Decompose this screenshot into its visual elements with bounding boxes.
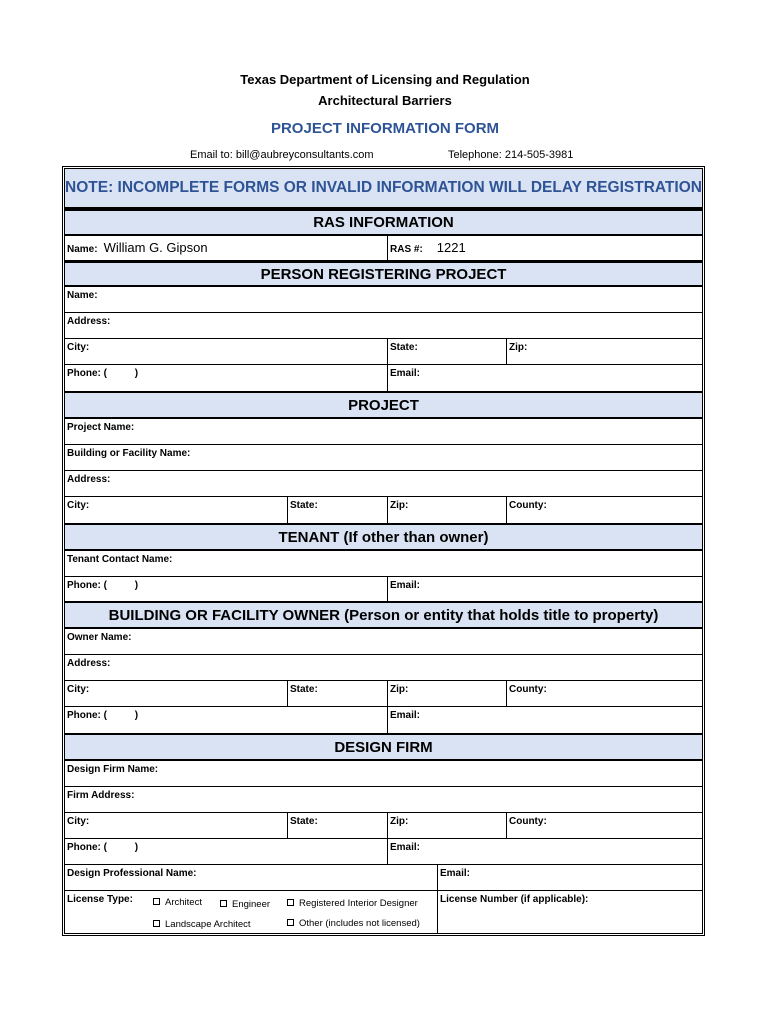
firm-address-field[interactable]: Firm Address: <box>67 790 135 801</box>
firm-phone-field[interactable]: Phone: ( ) <box>67 842 139 853</box>
department-name: Architectural Barriers <box>318 93 452 108</box>
registrant-city-row <box>65 339 702 365</box>
facility-name-field[interactable]: Building or Facility Name: <box>67 448 191 459</box>
owner-city-field[interactable]: City: <box>67 684 90 695</box>
tenant-email-field[interactable]: Email: <box>387 577 702 601</box>
license-number-field[interactable]: License Number (if applicable): <box>437 891 702 933</box>
ras-name-value: William G. Gipson <box>103 240 208 255</box>
registrant-address-row <box>65 313 702 339</box>
firm-city-row <box>65 813 702 839</box>
project-city-field[interactable]: City: <box>67 500 90 511</box>
registrant-name-field[interactable]: Name: <box>67 290 98 301</box>
registrant-zip-field[interactable]: Zip: <box>506 339 702 364</box>
ras-name-field[interactable] <box>65 236 387 260</box>
owner-phone-row <box>65 707 702 733</box>
checkbox-icon <box>287 919 294 926</box>
tenant-phone-field[interactable]: Phone: ( ) <box>67 580 139 591</box>
license-option-landscape-architect[interactable] <box>153 919 251 930</box>
owner-county-field[interactable]: County: <box>506 681 702 706</box>
design-professional-field[interactable]: Design Professional Name: <box>67 868 197 879</box>
project-zip-field[interactable]: Zip: <box>387 497 506 523</box>
ras-number-label: RAS #: <box>390 244 423 255</box>
firm-phone-row <box>65 839 702 865</box>
owner-phone-field[interactable]: Phone: ( ) <box>67 710 139 721</box>
owner-state-field[interactable]: State: <box>287 681 387 706</box>
form-title: PROJECT INFORMATION FORM <box>270 120 500 137</box>
license-option-engineer[interactable] <box>220 899 270 910</box>
project-address-field[interactable]: Address: <box>67 474 111 485</box>
checkbox-icon <box>220 900 227 907</box>
facility-name-row <box>65 445 702 471</box>
registrant-name-row <box>65 287 702 313</box>
registrant-address-field[interactable]: Address: <box>67 316 111 327</box>
section-owner: BUILDING OR FACILITY OWNER (Person or entity that holds title to property) <box>65 601 702 629</box>
checkbox-icon <box>153 898 160 905</box>
project-state-field[interactable]: State: <box>287 497 387 523</box>
registrant-state-field[interactable]: State: <box>387 339 506 364</box>
firm-name-row <box>65 761 702 787</box>
license-row <box>65 891 702 933</box>
project-name-field[interactable]: Project Name: <box>67 422 135 433</box>
tenant-phone-row <box>65 577 702 601</box>
license-option-label: Landscape Architect <box>165 919 251 930</box>
design-professional-row <box>65 865 702 891</box>
ras-name-label: Name: <box>67 244 98 255</box>
license-option-label: Other (includes not licensed) <box>299 918 420 929</box>
firm-county-field[interactable]: County: <box>506 813 702 838</box>
owner-name-field[interactable]: Owner Name: <box>67 632 132 643</box>
license-option-registered-interior-designer[interactable] <box>287 898 418 909</box>
tenant-contact-row <box>65 551 702 577</box>
owner-name-row <box>65 629 702 655</box>
ras-number-value: 1221 <box>436 240 466 255</box>
email-contact: Email to: bill@aubreyconsultants.com <box>190 149 374 161</box>
section-tenant: TENANT (If other than owner) <box>65 523 702 551</box>
license-option-other[interactable] <box>287 918 420 929</box>
license-option-label: Architect <box>165 897 202 908</box>
owner-zip-field[interactable]: Zip: <box>387 681 506 706</box>
project-county-field[interactable]: County: <box>506 497 702 523</box>
firm-city-field[interactable]: City: <box>67 816 90 827</box>
incomplete-forms-note: NOTE: INCOMPLETE FORMS OR INVALID INFORMATION WILL DELAY REGISTRATION <box>65 169 702 209</box>
license-type-field <box>65 891 437 933</box>
project-address-row <box>65 471 702 497</box>
firm-email-field[interactable]: Email: <box>387 839 702 864</box>
section-project: PROJECT <box>65 391 702 419</box>
owner-address-field[interactable]: Address: <box>67 658 111 669</box>
project-name-row <box>65 419 702 445</box>
registrant-phone-field[interactable]: Phone: ( ) <box>67 368 139 379</box>
ras-row <box>65 236 702 261</box>
registrant-email-field[interactable]: Email: <box>387 365 702 391</box>
firm-zip-field[interactable]: Zip: <box>387 813 506 838</box>
checkbox-icon <box>153 920 160 927</box>
agency-name: Texas Department of Licensing and Regulation <box>240 72 530 87</box>
project-city-row <box>65 497 702 523</box>
section-design-firm: DESIGN FIRM <box>65 733 702 761</box>
firm-address-row <box>65 787 702 813</box>
owner-email-field[interactable]: Email: <box>387 707 702 733</box>
license-option-architect[interactable] <box>153 897 202 908</box>
owner-city-row <box>65 681 702 707</box>
registrant-city-field[interactable]: City: <box>67 342 90 353</box>
tenant-contact-field[interactable]: Tenant Contact Name: <box>67 554 173 565</box>
ras-number-field[interactable] <box>387 236 702 260</box>
section-person-registering: PERSON REGISTERING PROJECT <box>65 261 702 287</box>
registrant-phone-row <box>65 365 702 391</box>
owner-address-row <box>65 655 702 681</box>
license-type-label: License Type: <box>67 894 133 905</box>
checkbox-icon <box>287 899 294 906</box>
license-option-label: Registered Interior Designer <box>299 898 418 909</box>
design-professional-email-field[interactable]: Email: <box>437 865 702 890</box>
license-option-label: Engineer <box>232 899 271 910</box>
firm-name-field[interactable]: Design Firm Name: <box>67 764 159 775</box>
telephone-contact: Telephone: 214-505-3981 <box>448 149 574 161</box>
project-information-form <box>62 166 705 936</box>
firm-state-field[interactable]: State: <box>287 813 387 838</box>
section-ras-information: RAS INFORMATION <box>65 209 702 236</box>
